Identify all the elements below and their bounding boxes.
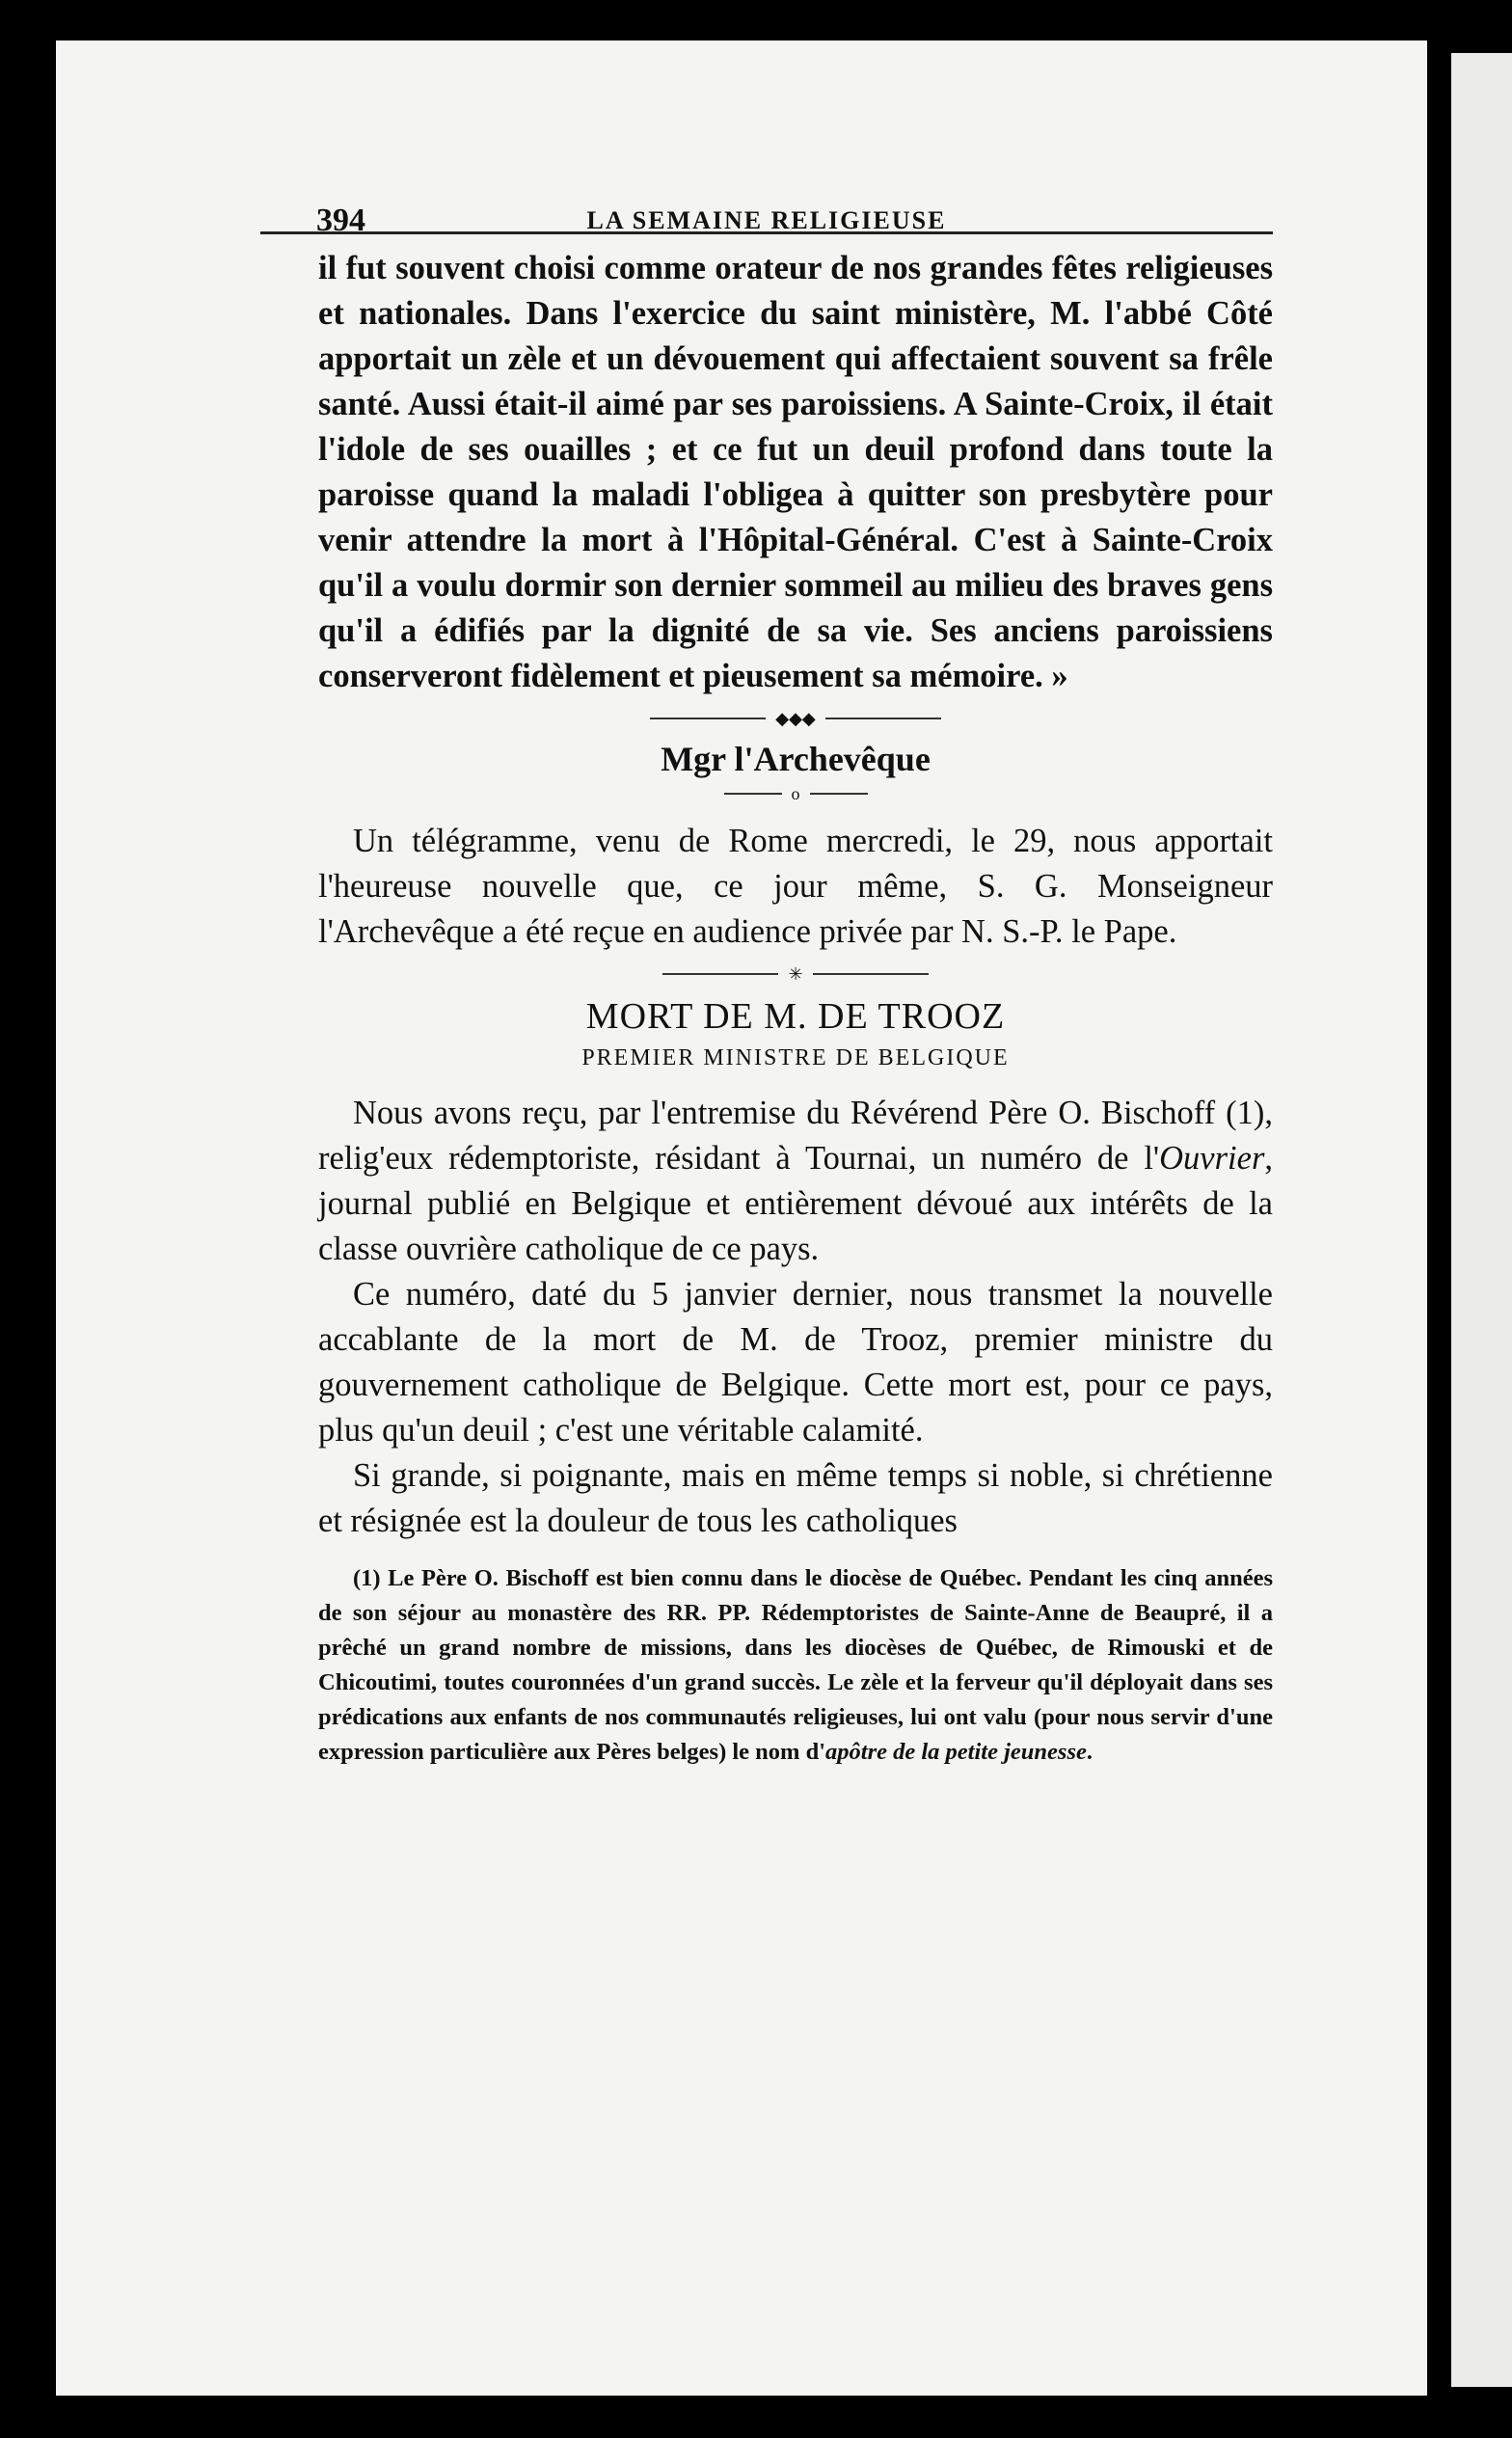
section1-paragraph: Un télégramme, venu de Rome mercredi, le 29, nous apportait l'heureuse nouvelle que, ce jour même, S. G. Monseigneur l'Archevêque a été reçue en audience privée par N. S.-P. le Pape.	[318, 823, 1273, 950]
footnote: (1) Le Père O. Bischoff est bien connu dans le diocèse de Québec. Pendant les cinq années de son séjour au monastère des RR. PP. Rédemptoristes de Sainte-Anne de Beaupré, il a prêché un grand nombre de missions, dans les diocèses de Québec, de Rimouski et de Chicoutimi, toutes couronnées d'un grand succès. Le zèle et la ferveur qu'il déployait dans ses prédications aux enfants de nos communautés religieuses, lui ont valu (pour nous servir d'une expression particulière aux Pères belges) le nom d'apôtre de la petite jeunesse.	[318, 1565, 1273, 1765]
running-head	[260, 164, 1273, 238]
section2-paragraph-1: Nous avons reçu, par l'entremise du Révérend Père O. Bischoff (1), relig'eux rédemptoriste, résidant à Tournai, un numéro de l'Ouvrier, journal publié en Belgique et entièrement dévoué aux intérêts de la classe ouvrière catholique de ce pays.	[318, 1095, 1273, 1267]
continued-paragraph	[318, 246, 1273, 699]
ornament-circle: o	[791, 784, 800, 803]
section2-paragraph-2: Ce numéro, daté du 5 janvier dernier, nous transmet la nouvelle accablante de la mort de M. de Trooz, premier ministre du gouvernement catholique de Belgique. Cette mort est, pour ce pays, plus qu'un deuil ; c'est une véritable calamité.	[318, 1276, 1273, 1449]
running-title: LA SEMAINE RELIGIEUSE	[586, 206, 947, 234]
section-subtitle: PREMIER MINISTRE DE BELGIQUE	[581, 1045, 1010, 1070]
footnote-italic: apôtre de la petite jeunesse	[825, 1739, 1087, 1765]
journal-title: Ouvrier	[1159, 1140, 1265, 1177]
section-divider-2	[318, 962, 1273, 986]
page-number: 394	[316, 203, 365, 238]
article-body	[260, 234, 1273, 1770]
section2-paragraph-3: Si grande, si poignante, mais en même temps si noble, si chrétienne et résignée est la douleur de tous les catholiques	[318, 1457, 1273, 1539]
section-title-trooz: MORT DE M. DE TROOZ	[585, 996, 1006, 1037]
page-content	[260, 164, 1273, 1770]
adjacent-page-edge	[1451, 53, 1512, 2387]
section-title-archeveque: Mgr l'Archevêque	[661, 740, 931, 778]
section-divider	[318, 707, 1273, 730]
small-divider	[318, 782, 1273, 805]
ornament-star-icon: ✳	[788, 964, 803, 984]
ornament-diamond-icon: ◆◆◆	[775, 709, 816, 728]
paragraph-text: il fut souvent choisi comme orateur de nos grandes fêtes religieuses et nationales. Dans l'exercice du saint ministère, M. l'abbé Côté apportait un zèle et un dévouement qui affectaient souvent sa frêle santé. Aussi était-il aimé par ses paroissiens. A Sainte-Croix, il était l'idole de ses ouailles ; et ce fut un deuil profond dans toute la paroisse quand la maladi l'obligea à quitter son presbytère pour venir attendre la mort à l'Hôpital-Général. C'est à Sainte-Croix qu'il a voulu dormir son dernier sommeil au milieu des braves gens qu'il a édifiés par la dignité de sa vie. Ses anciens paroissiens conserveront fidèlement et pieusement sa mémoire. »	[318, 250, 1273, 694]
